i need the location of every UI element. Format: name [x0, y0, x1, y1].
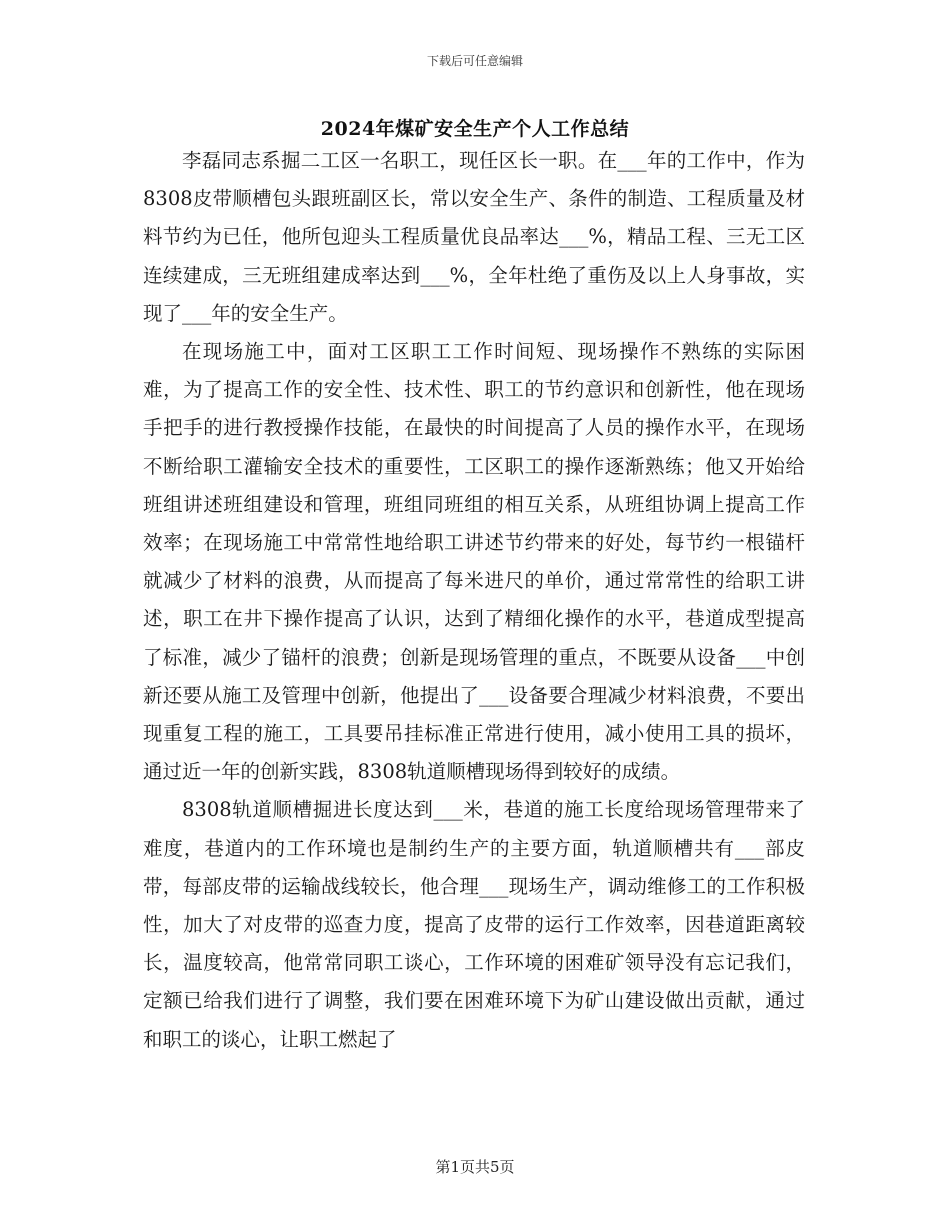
paragraph-3: 8308轨道顺槽掘进长度达到___米，巷道的施工长度给现场管理带来了难度，巷道内的工作环境也是制约生产的主要方面，轨道顺槽共有___部皮带，每部皮带的运输战线较长，他合理___现场生产，调动维修工的工作积极性，加大了对皮带的巡查力度，提高了皮带的运行工作效率，因巷道距离较长，温度较高，他常常同职工谈心，工作环境的困难矿领导没有忘记我们，定额已给我们进行了调整，我们要在困难环境下为矿山建设做出贡献，通过和职工的谈心，让职工燃起了	[143, 798, 805, 1051]
header-note: 下载后可任意编辑	[426, 54, 523, 68]
paragraph-2: 在现场施工中，面对工区职工工作时间短、现场操作不熟练的实际困难，为了提高工作的安全性、技术性、职工的节约意识和创新性，他在现场手把手的进行教授操作技能，在最快的时间提高了人员的操作水平，在现场不断给职工灌输安全技术的重要性，工区职工的操作逐渐熟练；他又开始给班组讲述班组建设和管理，班组同班组的相互关系，从班组协调上提高工作效率；在现场施工中常常性地给职工讲述节约带来的好处，每节约一根锚杆就减少了材料的浪费，从而提高了每米进尺的单价，通过常常性的给职工讲述，职工在井下操作提高了认识，达到了精细化操作的水平，巷道成型提高了标准，减少了锚杆的浪费；创新是现场管理的重点，不既要从设备___中创新还要从施工及管理中创新，他提出了___设备要合理减少材料浪费，不要出现重复工程的施工，工具要吊挂标准正常进行使用，减小使用工具的损坏，通过近一年的创新实践，8308轨道顺槽现场得到较好的成绩。	[143, 340, 805, 784]
document-title: 2024年煤矿安全生产个人工作总结	[320, 118, 630, 140]
paragraph-1: 李磊同志系掘二工区一名职工，现任区长一职。在___年的工作中，作为8308皮带顺槽包头跟班副区长，常以安全生产、条件的制造、工程质量及材料节约为已任，他所包迎头工程质量优良品率达___%，精品工程、三无工区连续建成，三无班组建成率达到___%，全年杜绝了重伤及以上人身事故，实现了___年的安全生产。	[143, 149, 805, 325]
page-number-footer: 第1页共5页	[435, 1158, 515, 1176]
document-body	[143, 142, 805, 1059]
